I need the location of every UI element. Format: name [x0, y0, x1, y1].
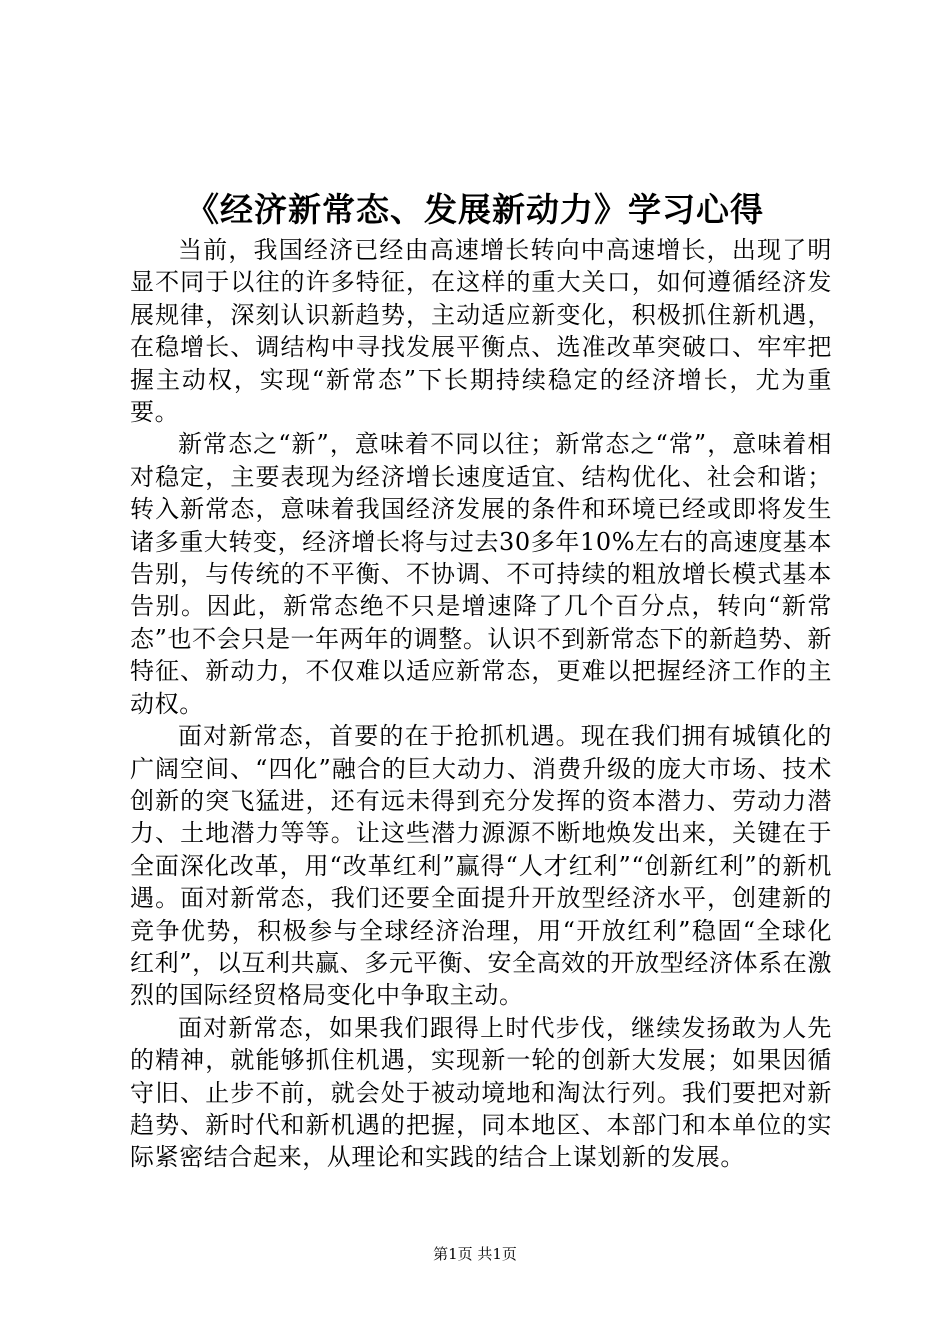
document-title: 《经济新常态、发展新动力》学习心得 — [186, 190, 764, 229]
paragraph-4: 面对新常态，如果我们跟得上时代步伐，继续发扬敢为人先的精神，就能够抓住机遇，实现新一轮的创新大发展；如果因循守旧、止步不前，就会处于被动境地和淘汰行列。我们要把对新趋势、新时代和新机遇的把握，同本地区、本部门和本单位的实际紧密结合起来，从理论和实践的结合上谋划新的发展。 — [130, 1013, 832, 1172]
page-footer: 第1页 共1页 — [433, 1245, 517, 1263]
paragraph-3: 面对新常态，首要的在于抢抓机遇。现在我们拥有城镇化的广阔空间、“四化”融合的巨大动力、消费升级的庞大市场、技术创新的突飞猛进，还有远未得到充分发挥的资本潜力、劳动力潜力、土地潜力等等。让这些潜力源源不断地焕发出来，关键在于全面深化改革，用“改革红利”赢得“人才红利”“创新红利”的新机遇。面对新常态，我们还要全面提升开放型经济水平，创建新的竞争优势，积极参与全球经济治理，用“开放红利”稳固“全球化红利”，以互利共赢、多元平衡、安全高效的开放型经济体系在激烈的国际经贸格局变化中争取主动。 — [130, 722, 832, 1010]
document-body — [130, 234, 832, 1174]
paragraph-2: 新常态之“新”，意味着不同以往；新常态之“常”，意味着相对稳定，主要表现为经济增长速度适宜、结构优化、社会和谐；转入新常态，意味着我国经济发展的条件和环境已经或即将发生诸多重大转变，经济增长将与过去30多年10%左右的高速度基本告别，与传统的不平衡、不协调、不可持续的粗放增长模式基本告别。因此，新常态绝不只是增速降了几个百分点，转向“新常态”也不会只是一年两年的调整。认识不到新常态下的新趋势、新特征、新动力，不仅难以适应新常态，更难以把握经济工作的主动权。 — [130, 430, 832, 718]
paragraph-1: 当前，我国经济已经由高速增长转向中高速增长，出现了明显不同于以往的许多特征，在这样的重大关口，如何遵循经济发展规律，深刻认识新趋势，主动适应新变化，积极抓住新机遇，在稳增长、调结构中寻找发展平衡点、选准改革突破口、牢牢把握主动权，实现“新常态”下长期持续稳定的经济增长，尤为重要。 — [130, 236, 832, 427]
